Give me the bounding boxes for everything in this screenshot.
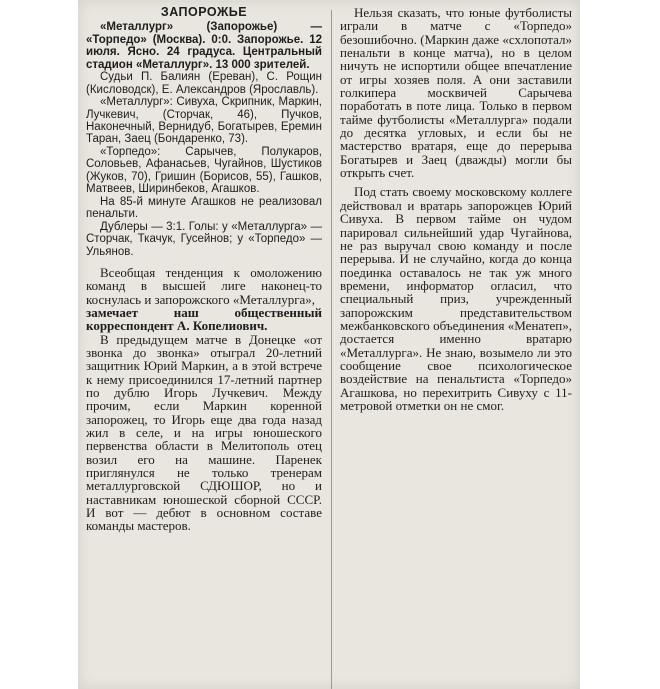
article-heading: ЗАПОРОЖЬЕ (160, 5, 248, 19)
article-byline: замечает наш общественный корреспондент А. Копелиович. (86, 304, 322, 334)
newspaper-clipping (78, 0, 580, 689)
penalty-note: На 85-й минуте Агашков не реализовал пенальти. (86, 195, 322, 221)
column-divider (331, 10, 332, 689)
referees: Судьи П. Балиян (Ереван), С. Рощин (Кисловодск), Е. Александров (Ярославль). (86, 71, 322, 96)
article-body-left: В предыдущем матче в Донецке «от звонка до звонка» отыграл 20-летний защитник Юрий Маркин, а в этой встрече к нему присоединился 17-летний партнер по дублю Игорь Лучкевич. Между прочим, если Маркин коренной запорожец, то Игорь еще два года назад жил в селе, и на игры юношеского первенства области в Мелитополь отец возил его на машине. Паренек приглянулся не только тренерам металлурговской СДЮШОР, но и наставникам юношеской сборной СССР. И вот — дебют в основном составе команды мастеров. (86, 331, 322, 534)
right-column (340, 6, 572, 412)
reserves-result: Дублеры — 3:1. Голы: у «Металлурга» — Сторчак, Ткачук, Гусейнов; у «Торпедо» — Ульянов. (86, 220, 322, 258)
article-intro: Всеобщая тенденция к омоложению команд в высшей лиге наконец-то коснулась и запорожского «Металлурга», (86, 264, 322, 307)
metallurg-lineup: «Металлург»: Сивуха, Скрипник, Маркин, Лучкевич, (Сторчак, 46), Пучков, Наконечный, Вернидуб, Богатырев, Еремин Таран, Заец (Бондаренко, 73). (86, 96, 322, 146)
torpedo-lineup: «Торпедо»: Сарычев, Полукаров, Соловьев, Афанасьев, Чугайнов, Шустиков (Жуков, 70), Гришин (Борисов, 55), Гашков, Матвеев, Ширинбеков, Агашков. (86, 145, 322, 196)
left-column (86, 6, 322, 533)
match-summary: «Металлург» (Запорожье) — «Торпедо» (Москва). 0:0. Запорожье. 12 июля. Ясно. 24 градуса. Центральный стадион «Металлург». 13 000 зрителей. (86, 21, 322, 71)
article-body-right-1: Нельзя сказать, что юные футболисты играли в матче с «Торпедо» безошибочно. (Маркин даже «схлопотал» пенальти в конце матча), но в целом ничуть не испортили общее впечатление от игры хозяев поля. А они заставили голкипера москвичей Сарычева поработать в поте лица. Только в первом тайме футболисты «Металлурга» подали до десятка угловых, и если бы не мастерство вратаря, еще до перерыва Богатырев и Заец (дважды) могли бы открыть счет. (340, 5, 572, 181)
article-body-right-2: Под стать своему московскому коллеге действовал и вратарь запорожцев Юрий Сивуха. В первом тайме он чудом парировал сильнейший удар Чугайнова, не раз выручал свою команду и после перерыва. И не случайно, когда до конца поединка оставалось не так уж много времени, информатор огласил, что специальный приз, учрежденный запорожским представительством межбанковского объединения «Менатеп», достается именно вратарю «Металлурга». Не знаю, возымело ли это сообщение свое психологическое воздействие на пенальтиста «Торпедо» Агашкова, но перехитрить Сивуху с 11-метровой отметки он не смог. (340, 184, 572, 413)
